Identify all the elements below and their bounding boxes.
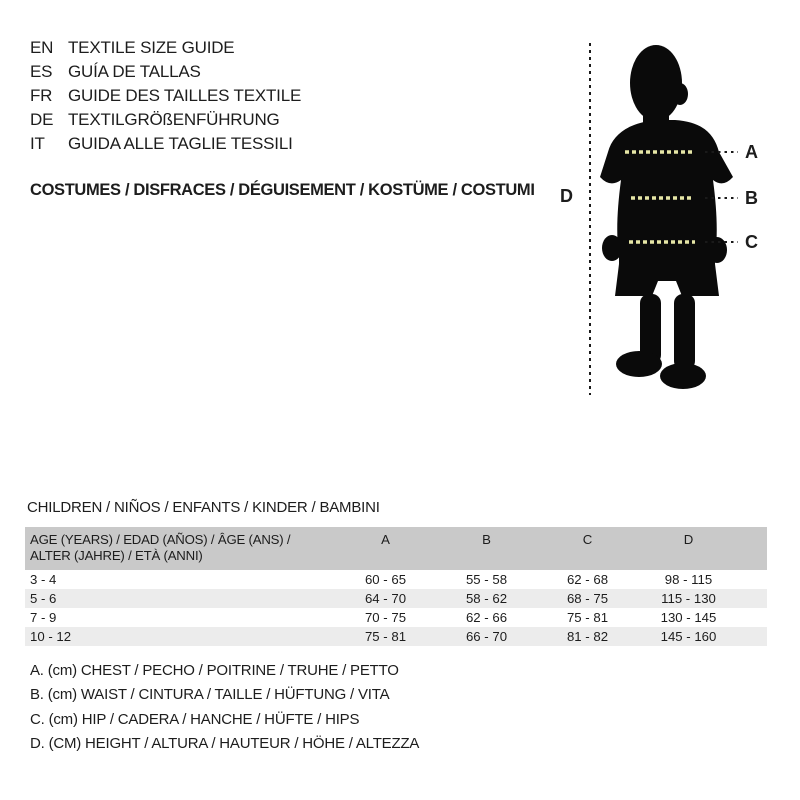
chest-label: A <box>745 142 758 162</box>
hip-cell: 68 - 75 <box>566 591 609 606</box>
column-header-b: B <box>482 532 491 547</box>
hip-label: C <box>745 232 758 252</box>
height-cell: 115 - 130 <box>661 591 716 606</box>
table-row <box>25 608 767 627</box>
waist-cell: 66 - 70 <box>465 629 508 644</box>
language-list <box>30 36 301 156</box>
height-label: D <box>560 186 573 206</box>
legend-height: D. (CM) HEIGHT / ALTURA / HAUTEUR / HÖHE / ALTEZZA <box>30 735 420 753</box>
chest-cell: 70 - 75 <box>364 610 407 625</box>
hip-cell: 75 - 81 <box>566 610 609 625</box>
language-label: GUÍA DE TALLAS <box>68 62 201 81</box>
age-column-header <box>25 532 335 564</box>
table-body <box>25 570 767 646</box>
waist-label: B <box>745 188 758 208</box>
language-code: FR <box>30 86 53 105</box>
chest-cell: 60 - 65 <box>364 572 407 587</box>
category-title: COSTUMES / DISFRACES / DÉGUISEMENT / KOSTÜME / COSTUMI <box>30 181 535 199</box>
column-header-d: D <box>683 532 694 547</box>
language-row-de <box>30 108 301 132</box>
hip-cell: 81 - 82 <box>566 629 609 644</box>
language-code: IT <box>30 134 45 153</box>
language-code: DE <box>30 110 54 129</box>
legend-hip: C. (cm) HIP / CADERA / HANCHE / HÜFTE / HIPS <box>30 710 360 728</box>
language-label: GUIDE DES TAILLES TEXTILE <box>68 86 302 105</box>
waist-cell: 55 - 58 <box>465 572 508 587</box>
language-code: EN <box>30 38 54 57</box>
column-header-a: A <box>381 532 390 547</box>
language-row-it <box>30 132 301 156</box>
height-cell: 145 - 160 <box>660 629 717 644</box>
age-cell: 7 - 9 <box>30 610 57 625</box>
table-heading: CHILDREN / NIÑOS / ENFANTS / KINDER / BAMBINI <box>27 499 380 516</box>
table-row <box>25 570 767 589</box>
language-label: TEXTILE SIZE GUIDE <box>68 38 235 57</box>
age-header-line2: ALTER (JAHRE) / ETÀ (ANNI) <box>30 548 203 563</box>
table-row <box>25 627 767 646</box>
age-cell: 10 - 12 <box>30 629 72 644</box>
child-measurement-figure <box>555 30 775 410</box>
language-label: GUIDA ALLE TAGLIE TESSILI <box>68 134 293 153</box>
header-spacer <box>739 532 767 564</box>
waist-cell: 62 - 66 <box>465 610 508 625</box>
chest-cell: 64 - 70 <box>364 591 407 606</box>
measurement-legend <box>30 659 419 757</box>
age-cell: 3 - 4 <box>30 572 57 587</box>
waist-cell: 58 - 62 <box>465 591 508 606</box>
table-header-row <box>25 527 767 570</box>
hip-cell: 62 - 68 <box>566 572 609 587</box>
legend-waist: B. (cm) WAIST / CINTURA / TAILLE / HÜFTUNG / VITA <box>30 686 390 704</box>
language-row-es <box>30 60 301 84</box>
column-header-c: C <box>582 532 593 547</box>
height-cell: 98 - 115 <box>664 572 713 587</box>
legend-chest: A. (cm) CHEST / PECHO / POITRINE / TRUHE / PETTO <box>30 662 399 679</box>
age-header-line1: AGE (YEARS) / EDAD (AÑOS) / ÂGE (ANS) / <box>30 532 291 547</box>
language-row-en <box>30 36 301 60</box>
language-label: TEXTILGRÖßENFÜHRUNG <box>68 110 280 129</box>
language-code: ES <box>30 62 53 81</box>
chest-cell: 75 - 81 <box>364 629 407 644</box>
height-cell: 130 - 145 <box>660 610 717 625</box>
size-table <box>25 527 767 646</box>
child-silhouette <box>600 45 733 389</box>
age-cell: 5 - 6 <box>30 591 57 606</box>
table-row <box>25 589 767 608</box>
language-row-fr <box>30 84 301 108</box>
